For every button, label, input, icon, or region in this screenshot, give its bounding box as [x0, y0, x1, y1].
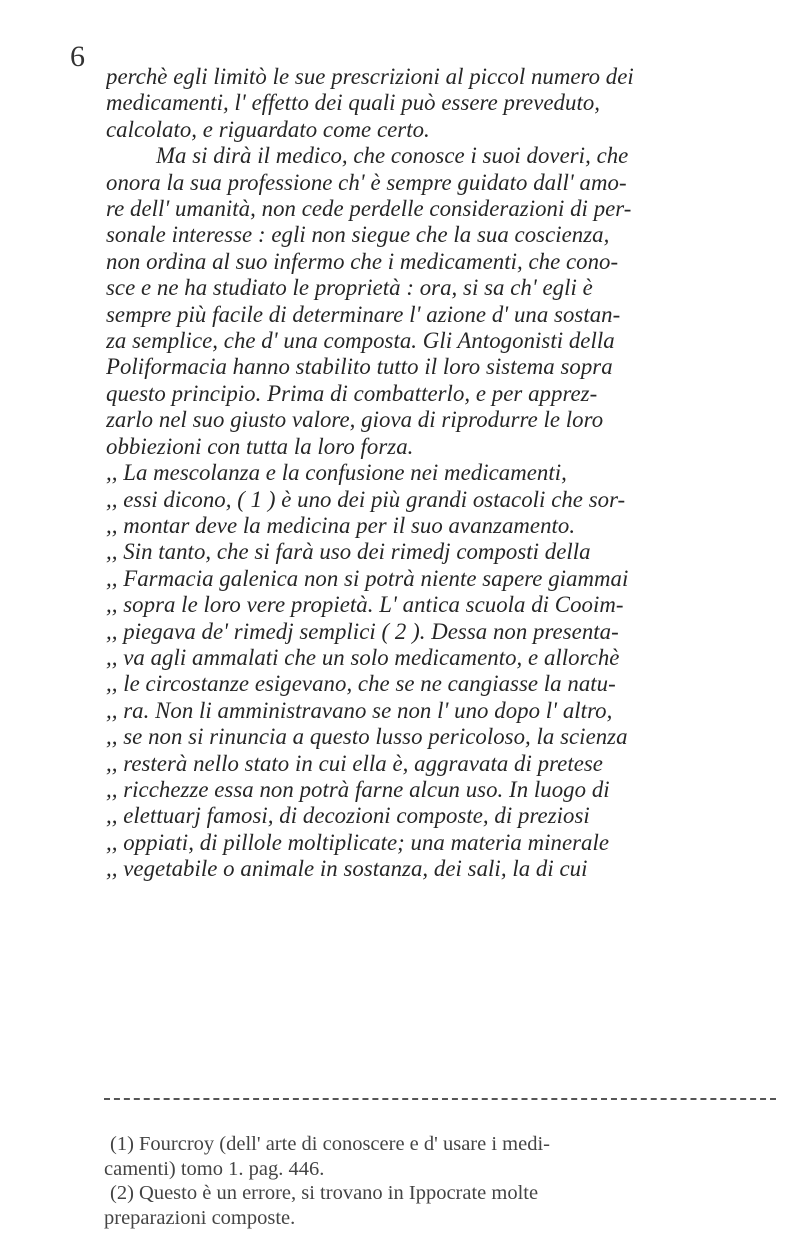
quote-line: ,, ricchezze essa non potrà farne alcun uso. In luogo di — [106, 776, 610, 802]
footnote-line: (1) Fourcroy (dell' arte di conoscere e d' usare i medi- — [110, 1133, 550, 1155]
quote-line: ,, va agli ammalati che un solo medicamento, e allorchè — [106, 644, 620, 670]
body-line: sonale interesse : egli non siegue che la sua coscienza, — [106, 222, 610, 248]
body-line: sce e ne ha studiato le proprietà : ora, si sa ch' egli è — [106, 275, 593, 301]
body-line: re dell' umanità, non cede perdelle considerazioni di per- — [106, 196, 632, 222]
quote-line: ,, essi dicono, ( 1 ) è uno dei più grandi ostacoli che sor- — [106, 486, 626, 512]
quote-line: ,, elettuarj famosi, di decozioni composte, di preziosi — [106, 803, 590, 829]
footnotes — [104, 1132, 774, 1230]
quote-line: ,, se non si rinuncia a questo lusso pericoloso, la scienza — [106, 724, 628, 750]
quote-line: ,, Farmacia galenica non si potrà niente sapere giammai — [106, 565, 629, 591]
body-line: onora la sua professione ch' è sempre guidato dall' amo- — [106, 169, 627, 195]
quote-line: ,, montar deve la medicina per il suo avanzamento. — [106, 512, 576, 538]
quote-line: ,, le circostanze esigevano, che se ne cangiasse la natu- — [106, 671, 616, 697]
body-line: questo principio. Prima di combatterlo, e per apprez- — [106, 380, 598, 406]
footnote-divider — [104, 1098, 776, 1100]
body-line: medicamenti, l' effetto dei quali può essere preveduto, — [106, 90, 601, 116]
body-line: calcolato, e riguardato come certo. — [106, 116, 430, 142]
quote-line: ,, resterà nello stato in cui ella è, aggravata di pretese — [106, 750, 603, 776]
quote-line: ,, ra. Non li amministravano se non l' uno dopo l' altro, — [106, 697, 613, 723]
quote-line: ,, piegava de' rimedj semplici ( 2 ). Dessa non presenta- — [106, 618, 619, 644]
quote-line: ,, Sin tanto, che si farà uso dei rimedj composti della — [106, 539, 591, 565]
body-line: za semplice, che d' una composta. Gli Antogonisti della — [106, 328, 615, 354]
quote-line: ,, La mescolanza e la confusione nei medicamenti, — [106, 460, 567, 486]
quote-line: ,, sopra le loro vere propietà. L' antica scuola di Cooim- — [106, 592, 624, 618]
body-line: zarlo nel suo giusto valore, giova di riprodurre le loro — [106, 407, 604, 433]
body-line: Poliformacia hanno stabilito tutto il loro sistema sopra — [106, 354, 613, 380]
quote-line: ,, vegetabile o animale in sostanza, dei sali, la di cui — [106, 856, 588, 882]
body-line: obbiezioni con tutta la loro forza. — [106, 433, 414, 459]
body-line: sempre più facile di determinare l' azione d' una sostan- — [106, 301, 621, 327]
body-line: perchè egli limitò le sue prescrizioni al piccol numero dei — [106, 64, 634, 89]
page-number: 6 — [70, 40, 85, 73]
quote-line: ,, oppiati, di pillole moltiplicate; una materia minerale — [106, 829, 610, 855]
footnote-line: camenti) tomo 1. pag. 446. — [104, 1157, 325, 1180]
body-text — [106, 64, 774, 883]
footnote-line: preparazioni composte. — [104, 1206, 296, 1229]
body-line: non ordina al suo infermo che i medicamenti, che cono- — [106, 248, 619, 274]
footnote-line: (2) Questo è un errore, si trovano in Ippocrate molte — [110, 1182, 539, 1204]
body-line: Ma si dirà il medico, che conosce i suoi doveri, che — [156, 143, 629, 169]
